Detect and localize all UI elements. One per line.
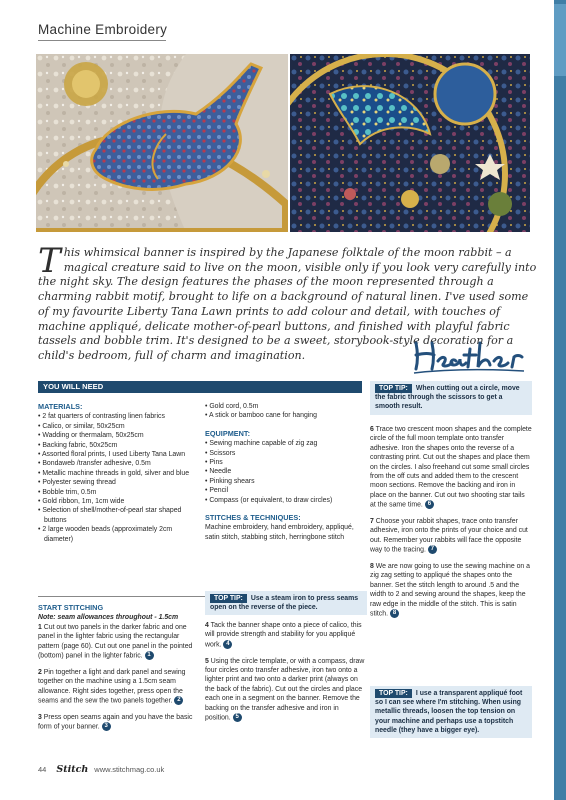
photo-rabbit-embroidery xyxy=(36,54,288,232)
top-tip-text: Use a steam iron to press seams open on the reverse of the piece. xyxy=(210,595,359,612)
list-item: • 2 large wooden beads (approximately 2cm diameter) xyxy=(38,526,173,543)
step-badge: 3 xyxy=(102,722,111,731)
list-item: • Bondaweb /transfer adhesive, 0.5m xyxy=(38,460,151,468)
step-text: Cut out two panels in the darker fabric and one panel in the lighter fabric using the rectangular pattern (page 60). Cut out one panel in the pointed (bottom) panel in the lighter fabric. xyxy=(38,623,193,660)
top-tip-label: TOP TIP: xyxy=(375,689,412,698)
step-4 xyxy=(205,621,365,650)
seam-note: Note: seam allowances throughout - 1.5cm xyxy=(38,614,179,622)
step-badge: 5 xyxy=(233,713,242,722)
equipment-column xyxy=(205,402,365,542)
materials-heading: MATERIALS: xyxy=(38,402,83,411)
brand-logo: Stitch xyxy=(56,764,89,775)
stitches-heading: STITCHES & TECHNIQUES: xyxy=(205,513,301,523)
step-text: We are now going to use the sewing machine on a zig zag setting to appliqué the shapes onto the banner. Set the stitch length to around .5 and the width to 2 and sewing around the shapes, keep the raw edge in the middle of the stitch. This is satin stitch. xyxy=(370,562,531,618)
step-badge: 2 xyxy=(174,696,183,705)
top-tip-label: TOP TIP: xyxy=(375,384,412,393)
step-5 xyxy=(205,657,365,723)
equipment-heading: EQUIPMENT: xyxy=(205,428,250,438)
step-number: 6 xyxy=(370,426,374,433)
list-item: • Needle xyxy=(205,468,232,476)
top-tip-label: TOP TIP: xyxy=(210,594,247,603)
list-item: • Pencil xyxy=(205,487,229,495)
watermark: PassionForum.ru xyxy=(470,780,548,790)
list-item: • Backing fabric, 50x25cm xyxy=(38,441,118,449)
list-item: • Calico, or similar, 50x25cm xyxy=(38,422,125,430)
steps-column-3 xyxy=(370,425,532,626)
step-3 xyxy=(38,713,196,732)
step-number: 2 xyxy=(38,668,42,676)
top-tip-2 xyxy=(205,591,367,615)
list-item: • Pinking shears xyxy=(205,477,255,485)
intro-text: his whimsical banner is inspired by the Japanese folktale of the moon rabbit – a magical creature said to live on the moon, visible only if you look very carefully into the night sky. The design features the phases of the moon represented through a charming rabbit motif, brought to life on a background of natural linen. I've used some of my favourite Liberty Tana Lawn prints to add colour and detail, with touches of machine appliqué, delicate mother-of-pearl buttons, and finished with playful fabric tassels and bobble trim. It's designed to be a sweet, storybook-style decoration for a child's bedroom, full of charm and imagination. xyxy=(38,246,537,362)
page-footer xyxy=(38,764,164,775)
top-tip-3 xyxy=(370,686,532,738)
step-badge: 4 xyxy=(223,640,232,649)
page-header xyxy=(38,22,542,41)
drop-cap: T xyxy=(38,241,61,281)
you-will-need-heading: YOU WILL NEED xyxy=(38,381,362,393)
step-8 xyxy=(370,562,532,619)
signature-heather xyxy=(408,335,528,375)
materials-list xyxy=(38,402,196,544)
start-stitching-heading: START STITCHING xyxy=(38,603,104,612)
step-6 xyxy=(370,425,532,510)
list-item: • Gold cord, 0.5m xyxy=(205,403,259,410)
step-text: Using the circle template, or with a compass, draw four circles onto transfer adhesive, iron two onto a lighter print and two onto a darker print (always on the back of the fabric). Cut out the circles and place each one in a segment on the banner. Remove the backing on the transfer adhesive and iron in position. xyxy=(205,657,365,722)
list-item: • Scissors xyxy=(205,449,236,457)
step-number: 3 xyxy=(38,713,42,721)
top-tip-1 xyxy=(370,381,532,415)
top-tip-text: I use a transparent appliqué foot so I can see where I'm stitching. When using metallic threads, loosen the top tension on your machine and perhaps use a topstitch needle (they have a bigger eye). xyxy=(375,690,523,734)
step-text: Pin together a light and dark panel and sewing together on the machine using a 1.5cm seam allowance. Right sides together, press open the seams and the sew the two panels together. xyxy=(38,668,186,705)
step-number: 7 xyxy=(370,517,374,525)
list-item: • Bobble trim, 0.5m xyxy=(38,488,97,496)
footer-url[interactable]: www.stitchmag.co.uk xyxy=(94,765,165,774)
header-rule xyxy=(38,40,166,41)
step-1 xyxy=(38,623,196,661)
step-number: 8 xyxy=(370,562,374,570)
list-item: • Metallic machine threads in gold, silver and blue xyxy=(38,469,190,477)
list-item: • A stick or bamboo cane for hanging xyxy=(205,412,317,420)
page-number: 44 xyxy=(38,765,47,774)
step-number: 4 xyxy=(205,622,209,629)
list-item: • Compass (or equivalent, to draw circles) xyxy=(205,496,333,504)
step-number: 1 xyxy=(38,623,42,631)
list-item: • Sewing machine capable of zig zag xyxy=(205,440,318,448)
step-number: 5 xyxy=(205,657,209,665)
step-text: Choose your rabbit shapes, trace onto transfer adhesive, iron onto the prints of your choice and cut out. Remember your rabbits will face the opposite way to the tracing. xyxy=(370,517,528,554)
stitches-text: Machine embroidery, hand embroidery, appliqué, satin stitch, stabbing stitch, herringbone stitch xyxy=(205,524,354,541)
step-badge: 8 xyxy=(390,609,399,618)
list-item: • Wadding or thermalam, 50x25cm xyxy=(38,432,144,440)
list-item: • 2 fat quarters of contrasting linen fabrics xyxy=(38,413,165,421)
step-badge: 6 xyxy=(425,500,434,509)
photo-moon-applique xyxy=(290,54,530,232)
step-badge: 7 xyxy=(428,545,437,554)
step-text: Press open seams again and you have the basic form of your banner. xyxy=(38,713,193,731)
step-text: Tack the banner shape onto a piece of calico, this will provide strength and stability for you appliqué work. xyxy=(205,622,362,649)
top-tip-text: When cutting out a circle, move the fabric through the scissors to get a smooth result. xyxy=(375,385,520,411)
side-tab xyxy=(554,0,566,800)
step-7 xyxy=(370,517,532,555)
step-text: Trace two crescent moon shapes and the complete circle of the full moon template onto transfer adhesive. Iron the shapes onto the reverse of a contrasting print. Cut out the shapes and place them on the circles. I also freehand cut some small circles from the off cuts and added them to the crescent moon sections. Remove the backing and iron in place on the banner. Cut out two shooting star tails at the same time. xyxy=(370,426,532,509)
list-item: • Selection of shell/mother-of-pearl star shaped buttons xyxy=(38,507,182,524)
section-title: Machine Embroidery xyxy=(38,22,168,37)
steps-column-2 xyxy=(205,621,365,730)
list-item: • Assorted floral prints, I used Liberty Tana Lawn xyxy=(38,451,186,459)
list-item: • Polyester sewing thread xyxy=(38,479,116,487)
step-2 xyxy=(38,668,196,706)
step-badge: 1 xyxy=(145,651,154,660)
start-stitching xyxy=(38,603,196,739)
side-tab-highlight xyxy=(554,4,566,76)
list-item: • Pins xyxy=(205,459,223,467)
list-item: • Gold ribbon, 1m, 1cm wide xyxy=(38,498,125,506)
